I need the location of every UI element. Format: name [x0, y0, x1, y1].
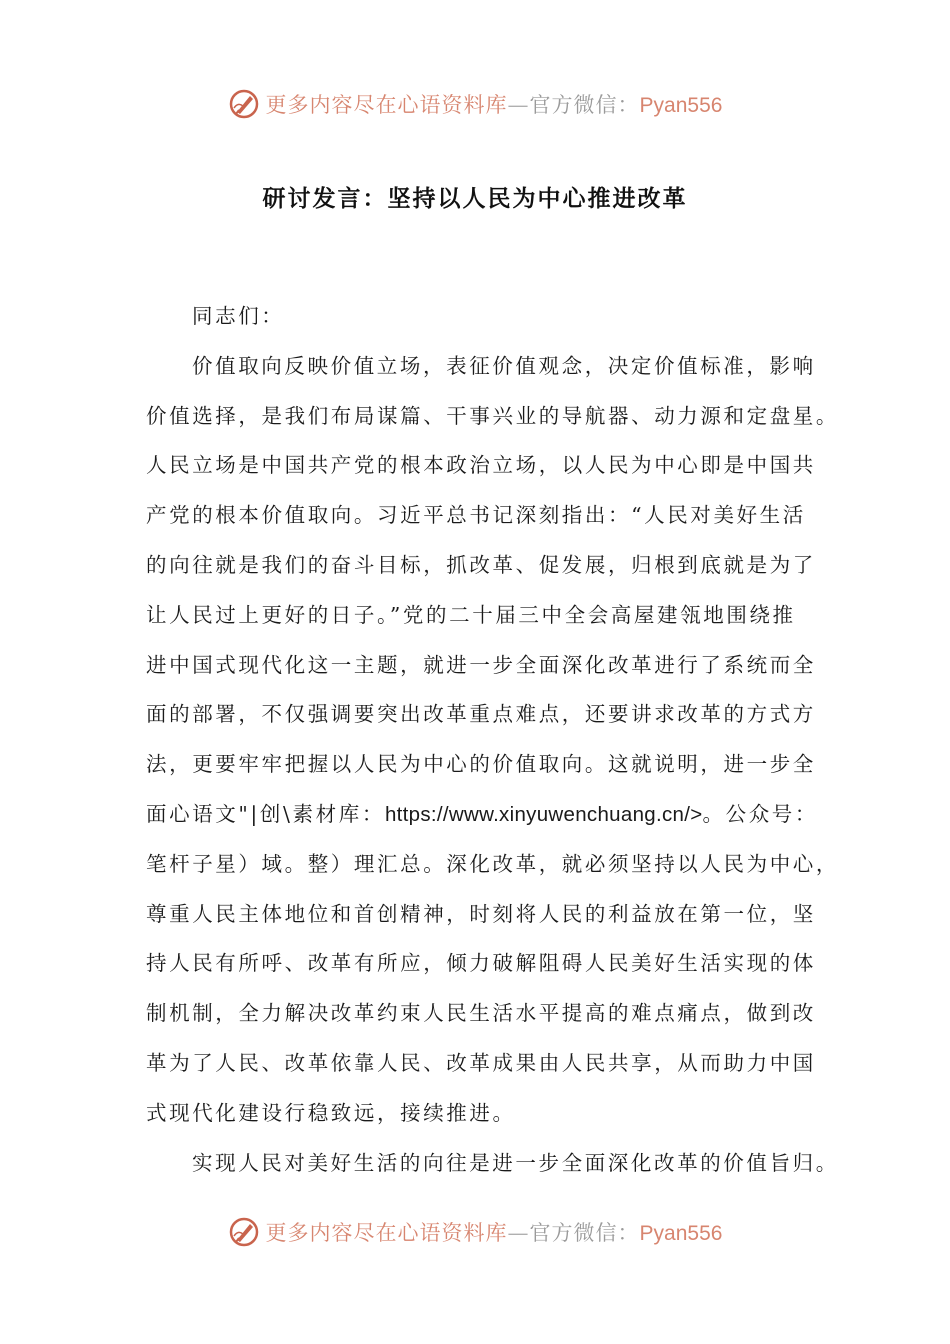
url-line-prefix: 面心语文"|创\素材库：: [146, 801, 385, 826]
paragraph-line: 面的部署，不仅强调要突出改革重点难点，还要讲求改革的方式方: [146, 702, 816, 727]
paragraph-line: 的向往就是我们的奋斗目标，抓改革、促发展，归根到底就是为了: [146, 552, 816, 577]
paragraph-line: 法，更要牢牢把握以人民为中心的价值取向。这就说明，进一步全: [146, 752, 816, 777]
paragraph-line: 式现代化建设行稳致远，接续推进。: [146, 1100, 516, 1125]
paragraph-line: 产党的根本价值取向。习近平总书记深刻指出：“人民对美好生活: [146, 503, 806, 528]
paragraph-line: 进中国式现代化这一主题，就进一步全面深化改革进行了系统而全: [146, 652, 816, 677]
header-watermark-banner: [0, 84, 950, 124]
paragraph-line-with-url: [146, 790, 836, 840]
paragraph-line: 人民立场是中国共产党的根本政治立场，以人民为中心即是中国共: [146, 453, 816, 478]
quill-pen-logo-icon: [228, 1216, 260, 1248]
banner-wechat-label: 官方微信：: [529, 1221, 640, 1245]
banner-wechat-id: Pyan556: [639, 1222, 723, 1245]
paragraph-line: 制机制，全力解决改革约束人民生活水平提高的难点痛点，做到改: [146, 1001, 816, 1026]
paragraph-line: 尊重人民主体地位和首创精神，时刻将人民的利益放在第一位，坚: [146, 901, 816, 926]
banner-wechat-id: Pyan556: [639, 94, 723, 117]
document-title: 研讨发言：坚持以人民为中心推进改革: [262, 185, 688, 212]
banner-dash: —: [507, 1221, 530, 1245]
banner-slogan: 更多内容尽在心语资料库: [265, 1221, 508, 1245]
footer-watermark-banner: [0, 1212, 950, 1252]
last-paragraph-line: 实现人民对美好生活的向往是进一步全面深化改革的价值旨归。: [192, 1150, 839, 1175]
salutation: 同志们：: [192, 304, 285, 328]
banner-wechat-label: 官方微信：: [529, 93, 640, 117]
banner-slogan: 更多内容尽在心语资料库: [265, 93, 508, 117]
banner-dash: —: [507, 93, 530, 117]
paragraph-line: 持人民有所呼、改革有所应，倾力破解阻碍人民美好生活实现的体: [146, 951, 816, 976]
paragraph-line: 价值取向反映价值立场，表征价值观念，决定价值标准，影响: [192, 353, 816, 378]
paragraph-line: 让人民过上更好的日子。”党的二十届三中全会高屋建瓴地围绕推: [146, 602, 796, 627]
paragraph-line: 笔杆子星）域。整）理汇总。深化改革，就必须坚持以人民为中心，: [146, 851, 839, 876]
document-body: [146, 292, 839, 1188]
url-line-suffix: 。公众号：: [702, 801, 818, 826]
paragraph-line: 价值选择，是我们布局谋篇、干事兴业的导航器、动力源和定盘星。: [146, 403, 839, 428]
source-url: https://www.xinyuwenchuang.cn/>: [384, 802, 703, 826]
quill-pen-logo-icon: [228, 88, 260, 120]
banner-text: [266, 1217, 723, 1247]
banner-text: [266, 89, 723, 119]
paragraph-line: 革为了人民、改革依靠人民、改革成果由人民共享，从而助力中国: [146, 1050, 816, 1075]
